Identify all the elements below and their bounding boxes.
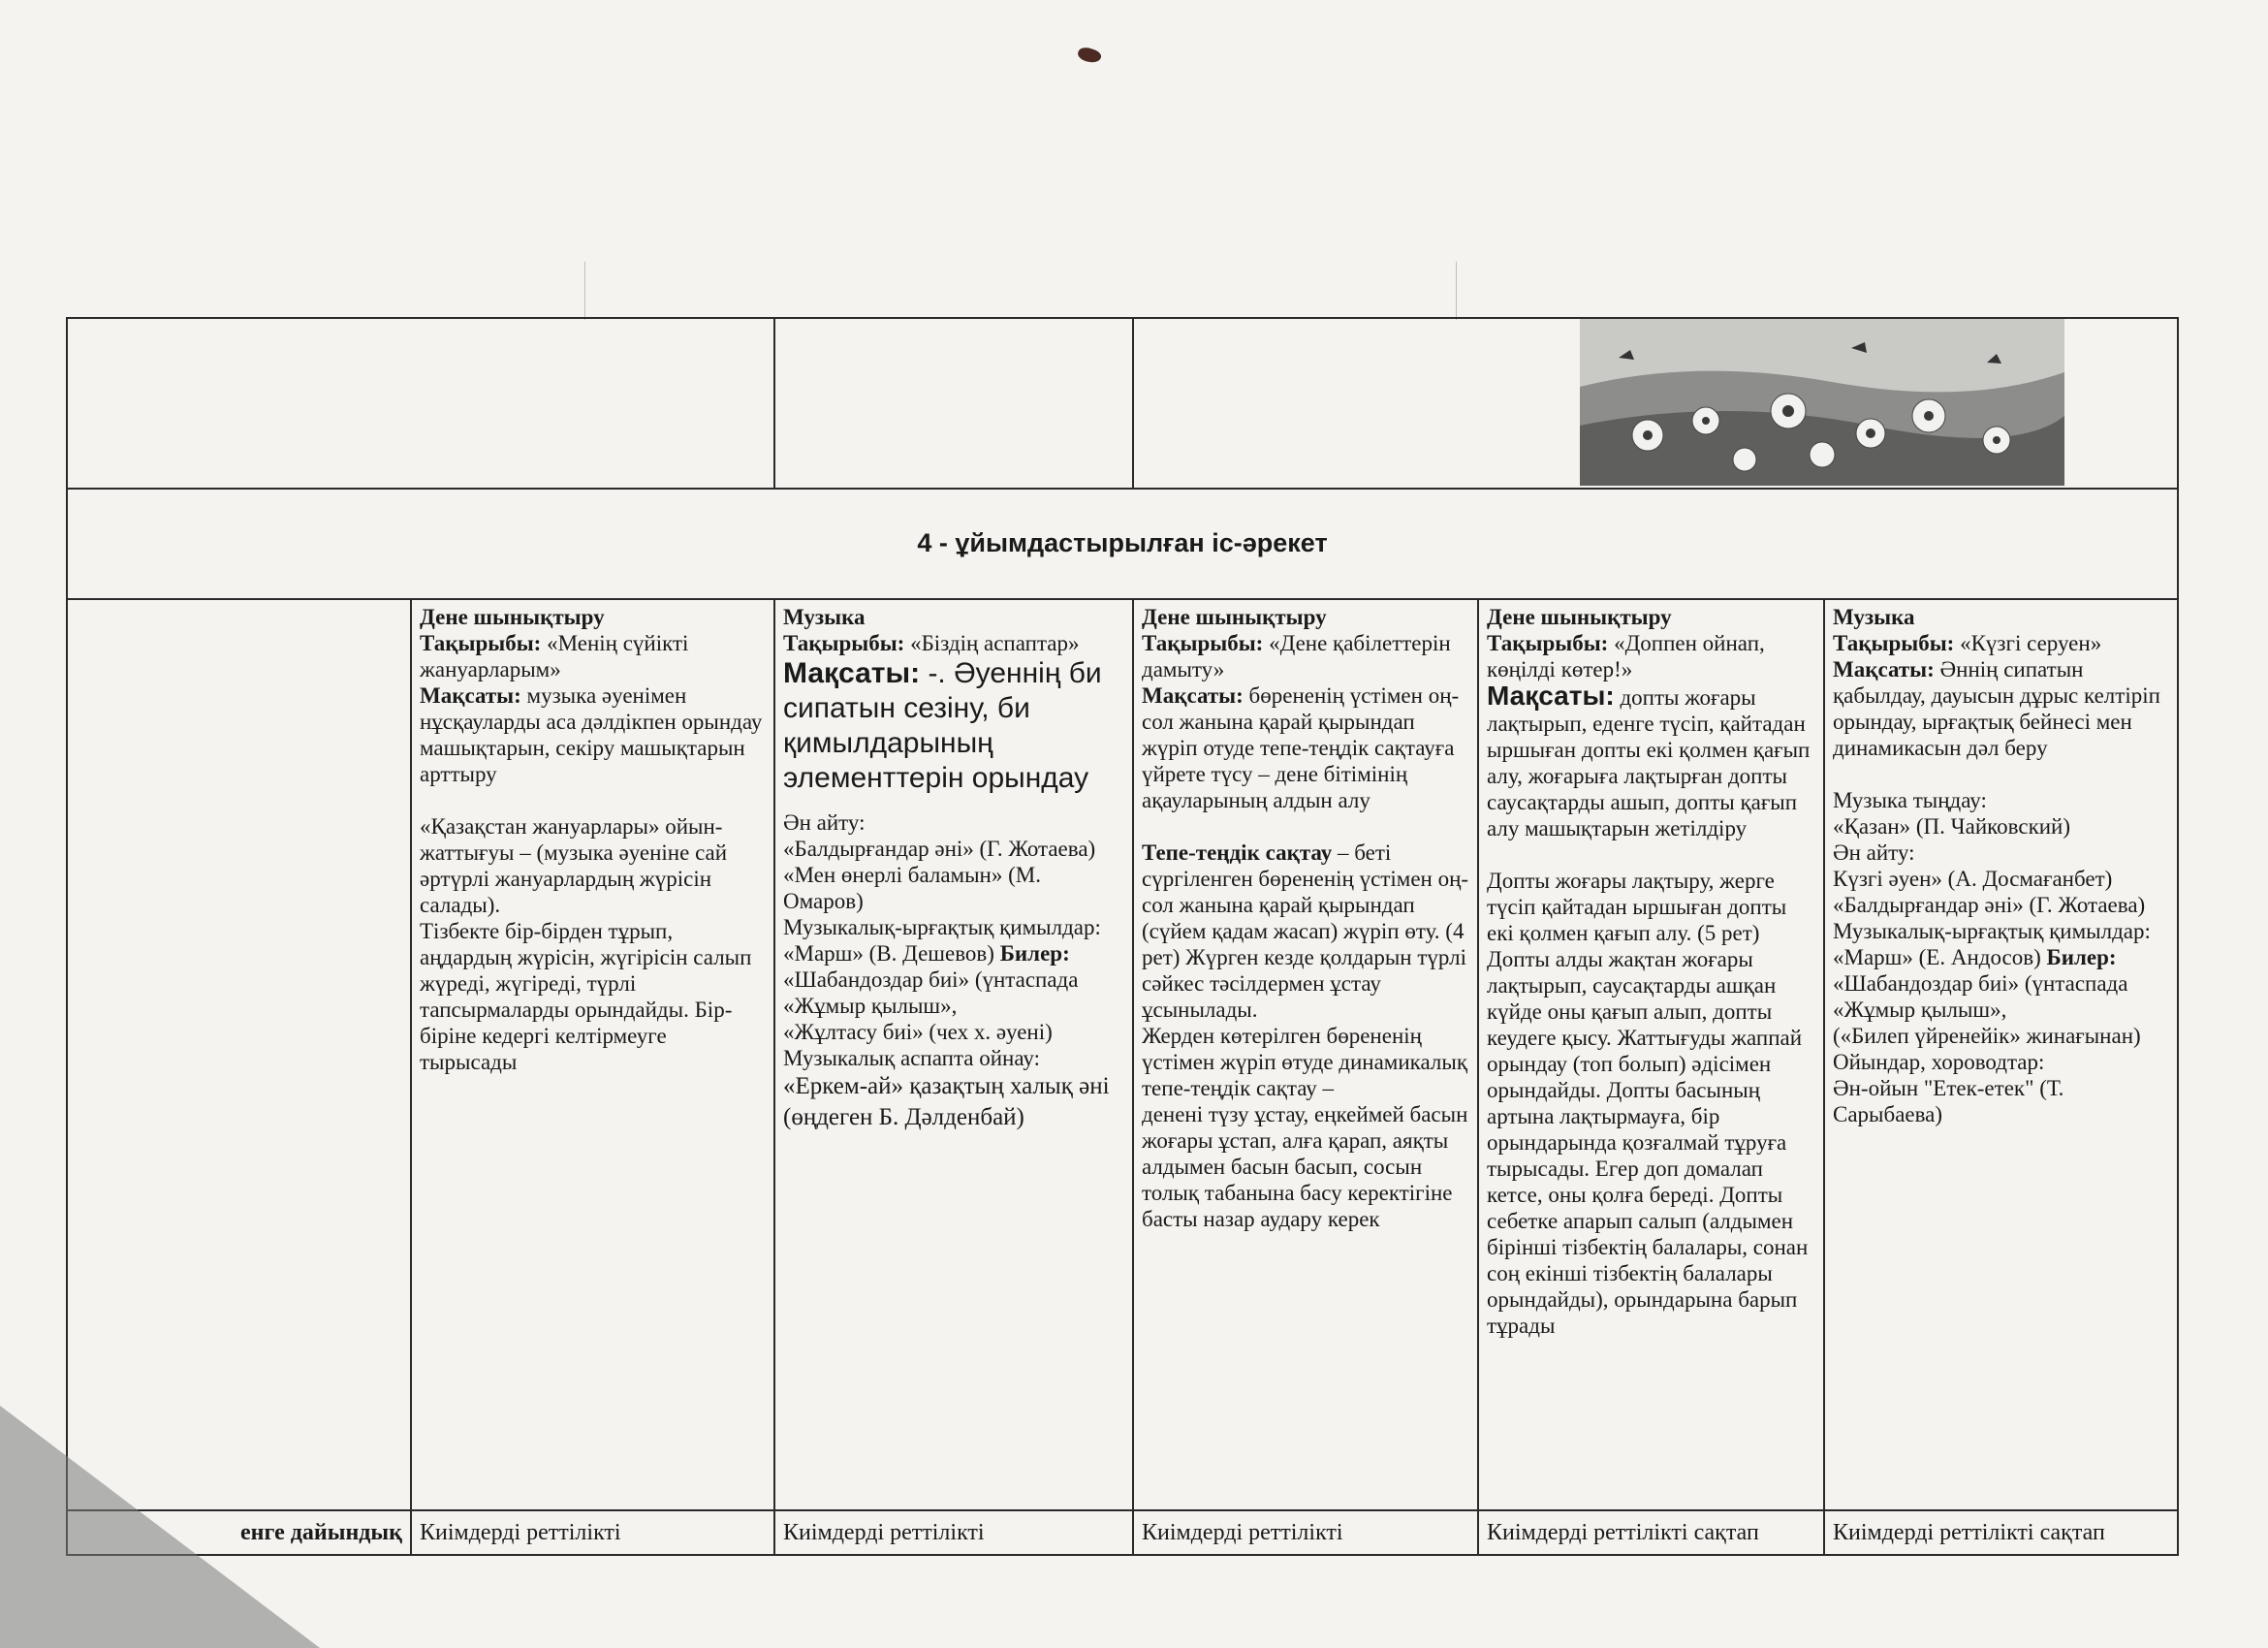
bottom-row-label: енге дайындық xyxy=(67,1510,411,1555)
body-text: Музыкалық-ырғақтық қимылдар: xyxy=(783,915,1101,939)
topic: «Дене қабілеттерін дамыту» xyxy=(1142,631,1451,681)
body-text: Музыкалық аспапта ойнау: xyxy=(783,1046,1040,1070)
goal-label: Мақсаты: xyxy=(783,657,921,689)
balance-label: Тепе-теңдік сақтау xyxy=(1142,840,1333,865)
body-text: «Балдырғандар әні» (Г. Жотаева) xyxy=(783,837,1096,861)
body-text: Тізбекте бір-бірден тұрып, аңдардың жүрісін, жүгірісін салып жүреді, жүгіреді, түрлі тапсырмаларды орындайды. Бір-біріне кедергі келтірмеуге тырысады xyxy=(420,919,752,1074)
activity-cell-4 xyxy=(1478,599,1824,1510)
dances-label: Билер: xyxy=(2046,945,2117,969)
goal-label: Мақсаты: xyxy=(1142,683,1244,708)
body-text: «Балдырғандар әні» (Г. Жотаева) xyxy=(1833,893,2146,917)
goal: музыка әуенімен нұсқауларды аса дәлдікпен орындау машықтарын, секіру машықтарын арттыру xyxy=(420,683,763,786)
schedule-table xyxy=(66,317,2177,1585)
ink-speck xyxy=(1076,46,1102,66)
bottom-cell: Киімдерді реттілікті xyxy=(774,1510,1133,1555)
bottom-cell: Киімдерді реттілікті сақтап xyxy=(1478,1510,1824,1555)
goal: Әннің сипатын қабылдау, дауысын дұрыс келтіріп орындау, ырғақтық бейнесі мен динамикасын дәл беру xyxy=(1833,657,2160,760)
body-text: «Еркем-ай» қазақтың халық әні (өңдеген Б. Дәлденбай) xyxy=(783,1073,1110,1130)
bottom-row xyxy=(67,1510,2178,1555)
body-text: «Қазақстан жануарлары» ойын-жаттығуы – (музыка әуеніне сай әртүрлі жануарлардың жүрісін салады). xyxy=(420,814,728,917)
activity-cell-1 xyxy=(411,599,774,1510)
activity-cell-3 xyxy=(1133,599,1478,1510)
body-text: «Қазан» (П. Чайковский) xyxy=(1833,814,2071,839)
body-text: «Шабандоздар биі» (үнтаспада «Жұмыр қылыш», xyxy=(783,967,1079,1018)
row-label-cell xyxy=(67,599,411,1510)
body-text: «Марш» (В. Дешевов) xyxy=(783,941,994,966)
title-row xyxy=(67,489,2178,599)
bottom-cell: Киімдерді реттілікті xyxy=(411,1510,774,1555)
subject: Музыка xyxy=(783,605,866,629)
image-cell-2 xyxy=(774,318,1133,489)
goal: -. Әуеннің би сипатын сезіну, би қимылдарының элементтерін орындау xyxy=(783,657,1102,794)
activity-cell-2 xyxy=(774,599,1133,1510)
subject: Музыка xyxy=(1833,605,1915,629)
body-text: денені түзу ұстау, еңкеймей басын жоғары ұстап, алға қарап, аяқты алдымен басын басып, сосын толық табанына басу керектігіне басты назар аудару керек xyxy=(1142,1102,1468,1231)
body-text: («Билеп үйренейік» жинағынан) xyxy=(1833,1024,2141,1048)
body-text: Ән айту: xyxy=(1833,840,1915,865)
subject: Дене шынықтыру xyxy=(420,605,605,629)
topic-label: Тақырыбы: xyxy=(783,631,905,655)
goal: бөрененің үстімен оң-сол жанына қарай қырындап жүріп отуде тепе-теңдік сақтауға үйрете түсу – дене бітімінің ақауларының алдын алу xyxy=(1142,683,1460,812)
topic: «Күзгі серуен» xyxy=(1960,631,2102,655)
body-text: Ән айту: xyxy=(783,810,866,835)
activities-row xyxy=(67,599,2178,1510)
flowers-illustration xyxy=(1580,319,2064,486)
image-cell-1 xyxy=(67,318,774,489)
goal: допты жоғары лақтырып, еденге түсіп, қайтадан ыршыған допты екі қолмен қағып алу, жоғарыға лақтырған допты саусақтарды ашып, допты қағып алу машықтарын жетілдіру xyxy=(1487,685,1811,840)
body-text: – беті сүргіленген бөрененің үстімен оң-сол жанына қарай қырындап (сүйем қадам жасап) жүріп өту. (4 рет) Жүрген кезде қолдарын түрлі сәйкес тәсілдермен ұстау ұсынылады. xyxy=(1142,840,1469,1022)
body-text: Музыкалық-ырғақтық қимылдар: xyxy=(1833,919,2151,943)
body-text: Ойындар, хороводтар: xyxy=(1833,1050,2045,1074)
topic: «Доппен ойнап, көңілді көтер!» xyxy=(1487,631,1765,681)
body-text: «Жұлтасу биі» (чех х. әуені) xyxy=(783,1020,1053,1044)
bottom-cell: Киімдерді реттілікті xyxy=(1133,1510,1478,1555)
body-text: Музыка тыңдау: xyxy=(1833,788,1987,812)
topic: «Менің сүйікті жануарларым» xyxy=(420,631,689,681)
topic-label: Тақырыбы: xyxy=(1833,631,1955,655)
goal-label: Мақсаты: xyxy=(1487,681,1615,711)
section-title: 4 - ұйымдастырылған іс-әрекет xyxy=(917,528,1328,557)
topic: «Біздің аспаптар» xyxy=(910,631,1080,655)
goal-label: Мақсаты: xyxy=(420,683,521,708)
body-text: Жерден көтерілген бөрененің үстімен жүріп өтуде динамикалық тепе-теңдік сақтау – xyxy=(1142,1024,1468,1100)
dances-label: Билер: xyxy=(999,941,1070,966)
image-cell-3 xyxy=(1133,318,2178,489)
bottom-cell: Киімдерді реттілікті сақтап xyxy=(1824,1510,2178,1555)
topic-label: Тақырыбы: xyxy=(420,631,542,655)
body-text: «Мен өнерлі баламын» (М. Омаров) xyxy=(783,863,1041,913)
section-title-cell xyxy=(67,489,2178,599)
scan-edge xyxy=(584,262,585,320)
page-fold-shadow xyxy=(0,1406,320,1648)
subject: Дене шынықтыру xyxy=(1487,605,1672,629)
body-text: «Марш» (Е. Андосов) xyxy=(1833,945,2041,969)
subject: Дене шынықтыру xyxy=(1142,605,1327,629)
scan-edge xyxy=(1456,262,1457,320)
body-text: «Шабандоздар биі» (үнтаспада «Жұмыр қылыш», xyxy=(1833,971,2128,1022)
image-row xyxy=(67,318,2178,489)
topic-label: Тақырыбы: xyxy=(1142,631,1264,655)
goal-label: Мақсаты: xyxy=(1833,657,1935,681)
activity-cell-5 xyxy=(1824,599,2178,1510)
body-text: Допты жоғары лақтыру, жерге түсіп қайтадан ыршыған допты екі қолмен қағып алу. (5 рет) Допты алды жақтан жоғары лақтырып, саусақтарды ашқан күйде оны қағып алып, допты кеудеге қысу. Жаттығуды жаппай орындау (топ болып) әдісімен орындайды. Допты басының артына лақтырмауға, бір орындарында қозғалмай тұруға тырысады. Егер доп домалап кетсе, оны қолға береді. Допты себетке апарып салып (алдымен бірінші тізбектің балалары, сонан соң екінші тізбектің балалары орындайды), орындарына барып тұрады xyxy=(1487,869,1809,1338)
topic-label: Тақырыбы: xyxy=(1487,631,1609,655)
body-text: Күзгі әуен» (А. Досмағанбет) xyxy=(1833,867,2113,891)
body-text: Ән-ойын "Етек-етек" (Т. Сарыбаева) xyxy=(1833,1076,2064,1126)
